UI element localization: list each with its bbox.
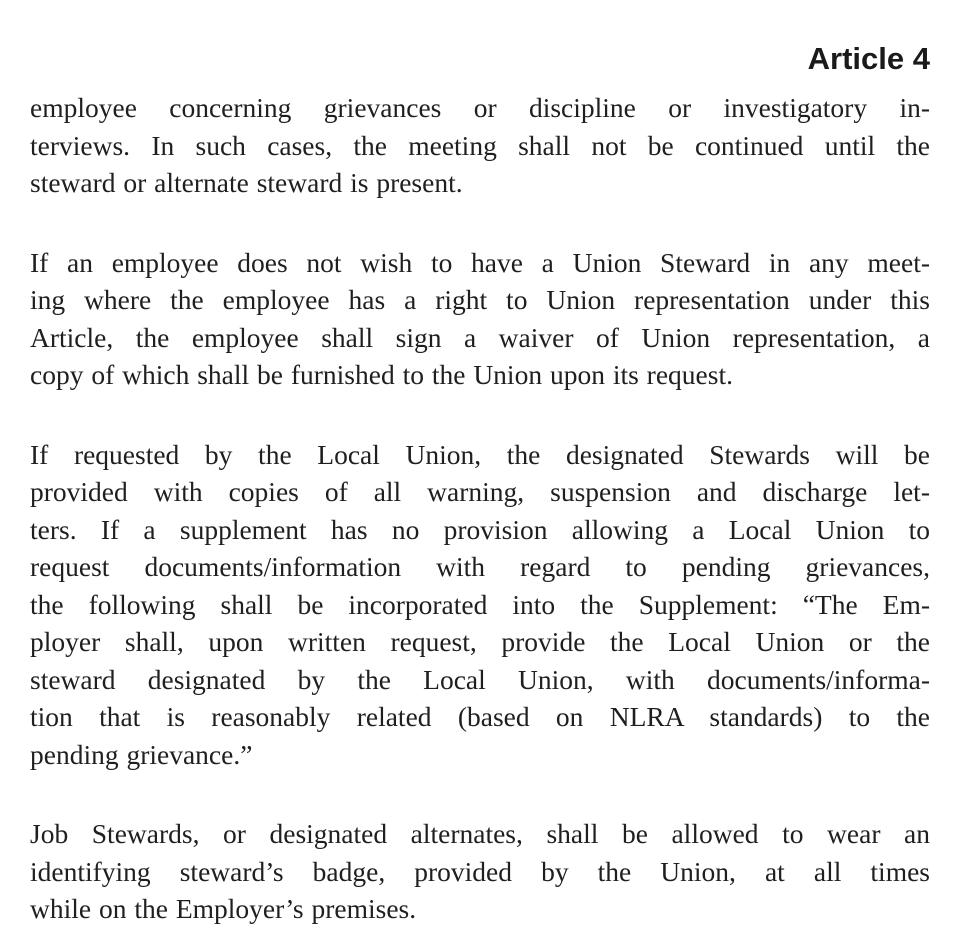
text-line: ployer shall, upon written request, provide the Local Union or the bbox=[30, 626, 930, 657]
paragraph bbox=[30, 815, 930, 928]
text-line: ing where the employee has a right to Union representation under this bbox=[30, 284, 930, 315]
text-line: tion that is reasonably related (based on NLRA standards) to the bbox=[30, 701, 930, 732]
text-line: copy of which shall be furnished to the Union upon its request. bbox=[30, 359, 733, 390]
text-line: steward designated by the Local Union, with documents/informa- bbox=[30, 663, 930, 695]
text-line: If requested by the Local Union, the designated Stewards will be bbox=[30, 438, 930, 470]
text-line: If an employee does not wish to have a Union Steward in any meet- bbox=[30, 246, 930, 278]
paragraph bbox=[30, 244, 930, 394]
text-line: Job Stewards, or designated alternates, shall be allowed to wear an bbox=[30, 818, 930, 849]
document-body bbox=[30, 89, 930, 928]
text-line: identifying steward’s badge, provided by the Union, at all times bbox=[30, 855, 930, 887]
text-line: the following shall be incorporated into the Supplement: “The Em- bbox=[30, 588, 930, 620]
text-line: terviews. In such cases, the meeting shall not be continued until the bbox=[30, 129, 930, 161]
text-line: while on the Employer’s premises. bbox=[30, 893, 417, 924]
text-line: employee concerning grievances or discipline or investigatory in- bbox=[30, 92, 930, 123]
text-line: steward or alternate steward is present. bbox=[30, 167, 463, 198]
text-line: pending grievance.” bbox=[30, 738, 253, 770]
text-line: request documents/information with regard to pending grievances, bbox=[30, 551, 930, 582]
text-line: provided with copies of all warning, suspension and discharge let- bbox=[30, 476, 930, 507]
text-line: Article, the employee shall sign a waiver of Union representation, a bbox=[30, 321, 930, 353]
paragraph bbox=[30, 89, 930, 202]
text-line: ters. If a supplement has no provision allowing a Local Union to bbox=[30, 513, 930, 545]
article-heading: Article 4 bbox=[807, 41, 930, 76]
paragraph bbox=[30, 436, 930, 774]
